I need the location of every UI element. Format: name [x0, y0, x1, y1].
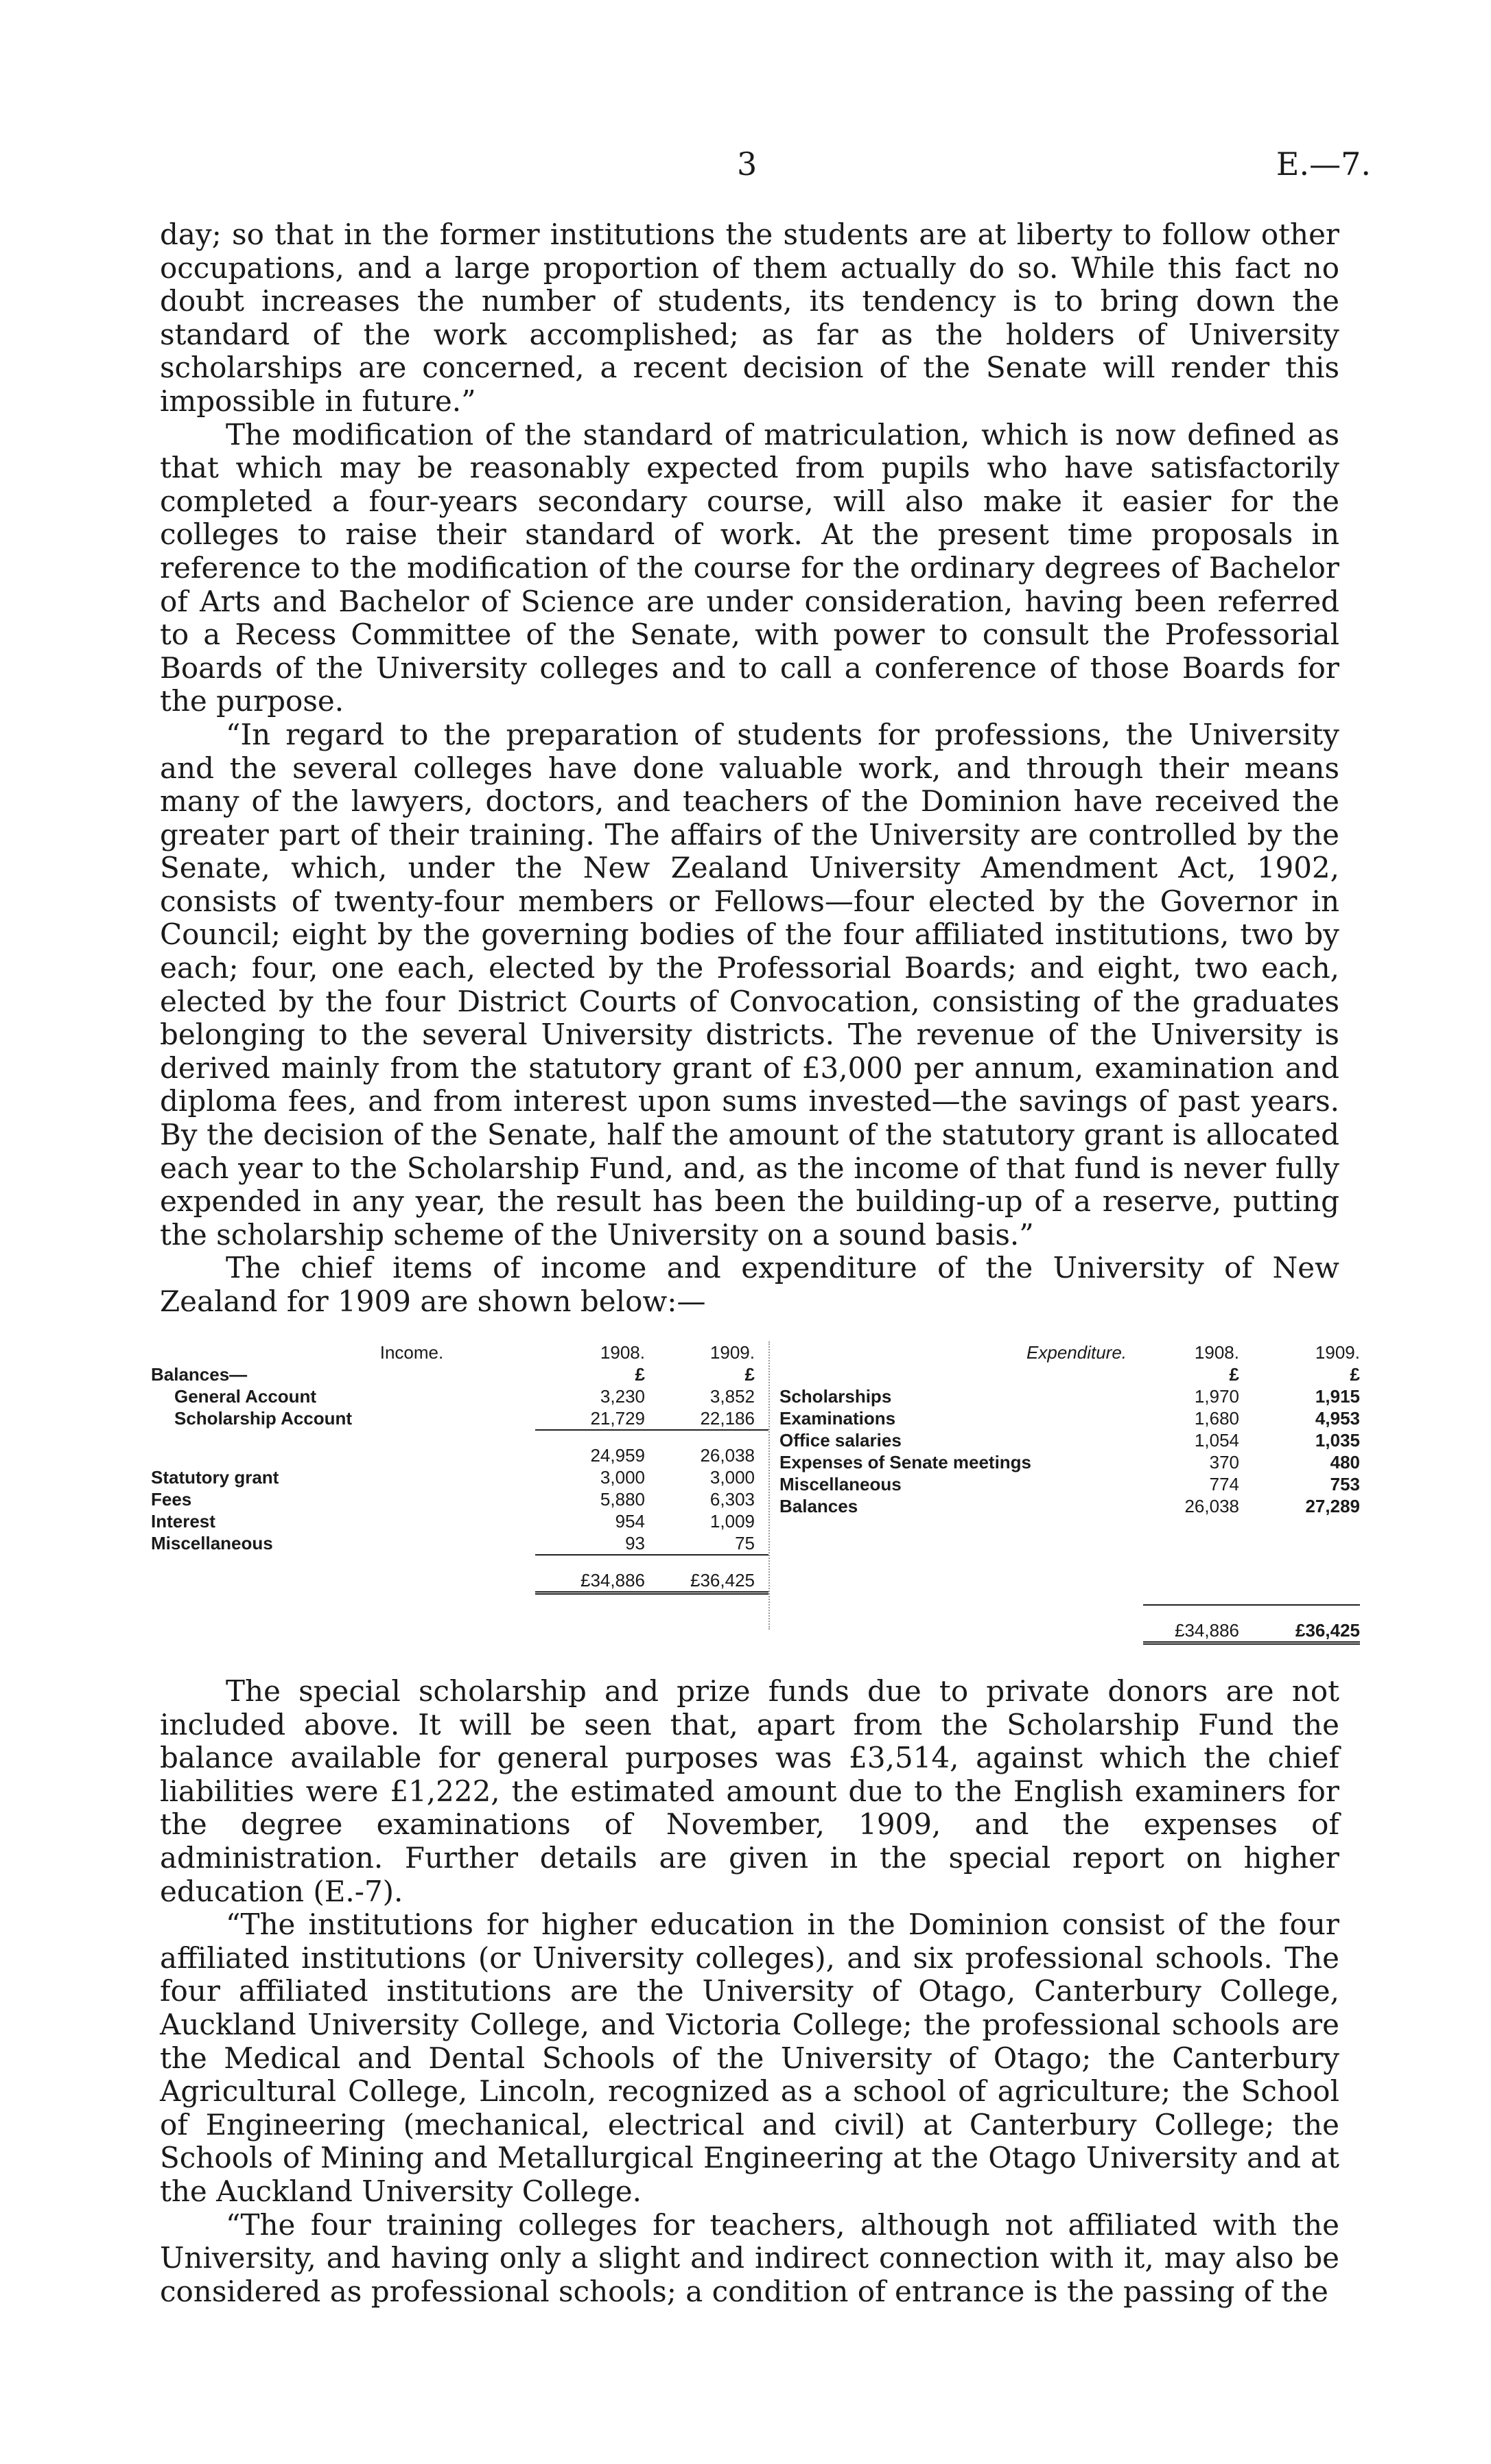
table-row — [779, 1451, 1360, 1473]
expenditure-unit-1909: £ — [1350, 1364, 1360, 1385]
row-value-1909: 6,303 — [709, 1489, 755, 1510]
total-1909: £36,425 — [1239, 1619, 1360, 1643]
row-label: Miscellaneous — [779, 1474, 902, 1494]
row-value-1908: 21,729 — [590, 1408, 645, 1429]
row-value-1908: 3,000 — [600, 1467, 645, 1488]
row-label: General Account — [174, 1386, 317, 1407]
subtotal-row — [151, 1444, 768, 1466]
total-1908: £34,886 — [1143, 1619, 1239, 1643]
expenditure-year-1909: 1909. — [1315, 1342, 1360, 1363]
row-value-1908: 1,054 — [1194, 1430, 1239, 1451]
table-row — [779, 1473, 1360, 1495]
total-1908: £34,886 — [535, 1569, 645, 1593]
row-label: Expenses of Senate meetings — [779, 1452, 1032, 1472]
page-number: 3 — [737, 145, 758, 183]
table-row — [151, 1532, 768, 1555]
row-label: Scholarships — [779, 1386, 892, 1407]
row-value-1909: 4,953 — [1315, 1408, 1360, 1429]
income-year-1909: 1909. — [709, 1342, 755, 1363]
row-label: Miscellaneous — [151, 1533, 273, 1553]
row-value-1909: 75 — [735, 1533, 755, 1553]
row-value-1908: 954 — [615, 1511, 645, 1532]
paragraph: The modification of the standard of matriculation, which is now defined as that which may be reasonably expected from pupils who have satisfactorily completed a four-years secondary course, will also make it easier for the colleges to raise their standard of work. At the present time proposals in reference to the modification of the course for the ordinary degrees of Bachelor of Arts and Bachelor of Science are under consideration, having been referred to a Recess Committee of the Senate, with power to consult the Professorial Boards of the University colleges and to call a conference of those Boards for the purpose. — [160, 417, 1339, 718]
row-value-1909: 1,035 — [1315, 1430, 1360, 1451]
row-label: Interest — [151, 1511, 215, 1532]
balances-label: Balances— — [151, 1364, 248, 1385]
row-value-1909: 480 — [1330, 1452, 1360, 1472]
paragraph: “The four training colleges for teachers, although not affiliated with the University, and having only a slight and indirect connection with it, may also be considered as professional schools; a condition of entrance is the passing of the — [160, 2207, 1339, 2308]
paragraph: “In regard to the preparation of students for professions, the University and the several colleges have done valuable work, and through their means many of the lawyers, doctors, and teachers of the Dominion have received the greater part of their training. The affairs of the University are controlled by the Senate, which, under the New Zealand University Amendment Act, 1902, consists of twenty-four members or Fellows—four elected by the Governor in Council; eight by the governing bodies of the four affiliated institutions, two by each; four, one each, elected by the Professorial Boards; and eight, two each, elected by the four District Courts of Convocation, consisting of the graduates belonging to the several University districts. The revenue of the University is derived mainly from the statutory grant of £3,000 per annum, examination and diploma fees, and from interest upon sums invested—the savings of past years. By the decision of the Senate, half the amount of the statutory grant is allocated each year to the Scholarship Fund, and, as the income of that fund is never fully expended in any year, the result has been the building-up of a reserve, putting the scholarship scheme of the University on a sound basis.” — [160, 717, 1339, 1252]
income-unit-1908: £ — [635, 1364, 645, 1385]
row-value-1909: 1,009 — [709, 1511, 755, 1532]
text-block-before-table — [160, 218, 1339, 1319]
row-value-1909: 1,915 — [1315, 1386, 1360, 1407]
row-value-1908: 774 — [1209, 1474, 1239, 1494]
paragraph: The chief items of income and expenditure of the University of New Zealand for 1909 are shown below:— — [160, 1251, 1339, 1318]
table-row — [779, 1407, 1360, 1429]
table-row — [779, 1385, 1360, 1407]
row-label: Statutory grant — [151, 1467, 279, 1488]
expenditure-table — [768, 1341, 1360, 1641]
text-block-after-table — [160, 1675, 1339, 2308]
row-label: Examinations — [779, 1408, 896, 1429]
income-year-1908: 1908. — [600, 1342, 645, 1363]
table-row — [779, 1429, 1360, 1451]
table-row — [151, 1407, 768, 1430]
paragraph: “The institutions for higher education in the Dominion consist of the four affiliated institutions (or University colleges), and six professional schools. The four affiliated institutions are the University of Otago, Canterbury College, Auckland University College, and Victoria College; the professional schools are the Medical and Dental Schools of the University of Otago; the Canterbury Agricultural College, Lincoln, recognized as a school of agriculture; the School of Engineering (mechanical, electrical and civil) at Canterbury College; the Schools of Mining and Metallurgical Engineering at the Otago University and at the Auckland University College. — [160, 1908, 1339, 2208]
row-value-1908: 3,230 — [600, 1386, 645, 1407]
total-1909: £36,425 — [645, 1569, 768, 1593]
row-value-1908: 370 — [1209, 1452, 1239, 1472]
row-value-1908: 26,038 — [1184, 1496, 1239, 1516]
total-row — [151, 1569, 768, 1593]
row-value-1908: 1,680 — [1194, 1408, 1239, 1429]
row-value-1909: 22,186 — [700, 1408, 755, 1429]
expenditure-unit-1908: £ — [1229, 1364, 1239, 1385]
table-row — [151, 1466, 768, 1488]
table-row — [151, 1385, 768, 1407]
row-value-1908: 1,970 — [1194, 1386, 1239, 1407]
expenditure-heading: Expenditure. — [1026, 1342, 1127, 1363]
row-label: Scholarship Account — [174, 1408, 353, 1429]
row-label: Office salaries — [779, 1430, 902, 1451]
income-heading: Income. — [379, 1342, 444, 1363]
total-row — [779, 1619, 1360, 1643]
income-table — [151, 1341, 768, 1595]
row-label: Fees — [151, 1489, 192, 1510]
subtotal-1908: 24,959 — [590, 1445, 645, 1466]
row-value-1908: 5,880 — [600, 1489, 645, 1510]
row-value-1909: 3,000 — [709, 1467, 755, 1488]
row-value-1909: 27,289 — [1305, 1496, 1360, 1516]
income-unit-1909: £ — [744, 1364, 755, 1385]
table-row — [151, 1510, 768, 1532]
table-row — [779, 1495, 1360, 1517]
report-code: E.—7. — [1276, 145, 1371, 183]
expenditure-year-1908: 1908. — [1194, 1342, 1239, 1363]
row-value-1908: 93 — [625, 1533, 645, 1553]
row-value-1909: 3,852 — [709, 1386, 755, 1407]
row-label: Balances — [779, 1496, 858, 1516]
subtotal-1909: 26,038 — [700, 1445, 755, 1466]
row-value-1909: 753 — [1330, 1474, 1360, 1494]
paragraph: day; so that in the former institutions the students are at liberty to follow other occupations, and a large proportion of them actually do so. While this fact no doubt increases the number of students, its tendency is to bring down the standard of the work accomplished; as far as the holders of University scholarships are concerned, a recent decision of the Senate will render this impossible in future.” — [160, 218, 1339, 418]
finance-table — [151, 1341, 1360, 1641]
paragraph: The special scholarship and prize funds due to private donors are not included above. It will be seen that, apart from the Scholarship Fund the balance available for general purposes was £3,514, against which the chief liabilities were £1,222, the estimated amount due to the English examiners for the degree examinations of November, 1909, and the expenses of administration. Further details are given in the special report on higher education (E.-7). — [160, 1674, 1339, 1908]
table-row — [151, 1488, 768, 1510]
